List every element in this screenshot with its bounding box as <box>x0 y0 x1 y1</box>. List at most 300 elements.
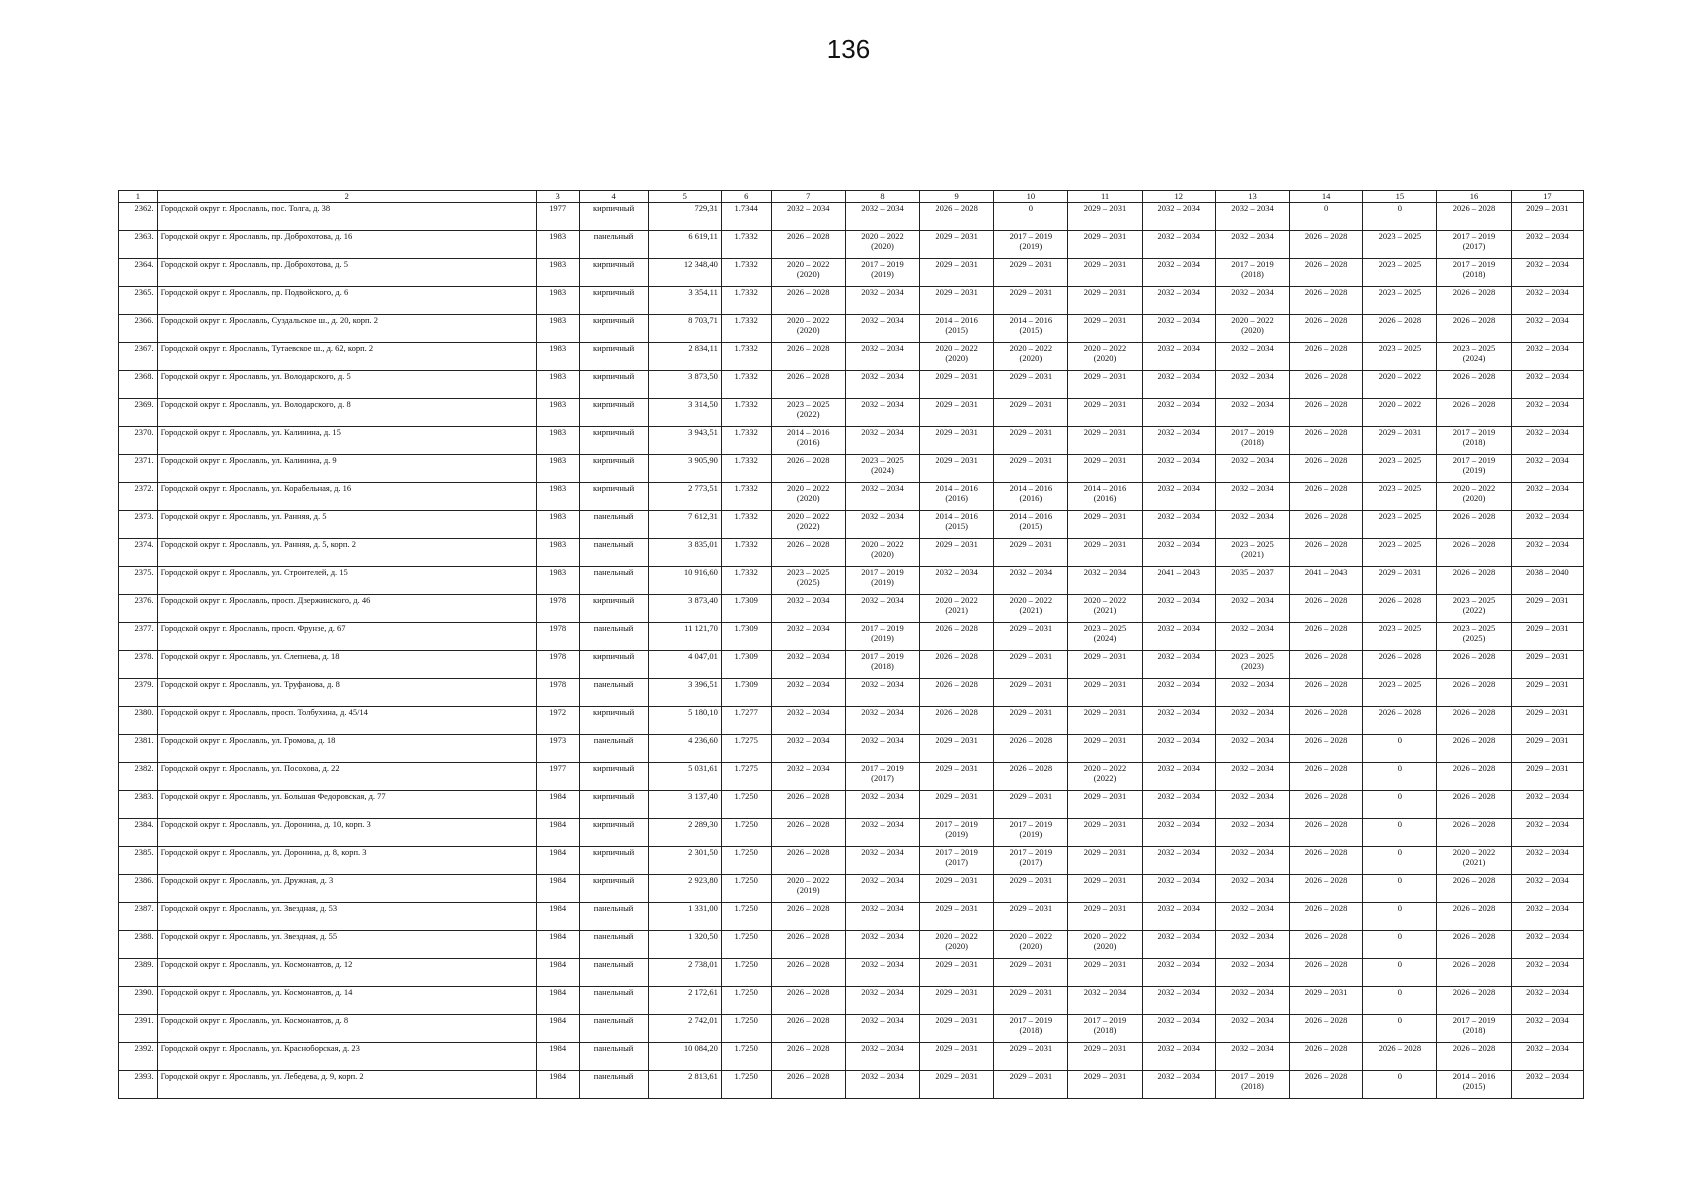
cell-col-3: 1983 <box>536 371 579 399</box>
cell-col-16: 2020 – 2022 (2020) <box>1437 483 1511 511</box>
table-row <box>119 455 1584 483</box>
cell-col-4: кирпичный <box>579 371 648 399</box>
cell-col-7: 2026 – 2028 <box>771 931 845 959</box>
cell-col-6: 1.7250 <box>721 959 771 987</box>
cell-col-11: 2029 – 2031 <box>1068 231 1142 259</box>
cell-col-14: 0 <box>1290 203 1363 231</box>
cell-col-14: 2026 – 2028 <box>1290 1015 1363 1043</box>
cell-col-16: 2026 – 2028 <box>1437 287 1511 315</box>
cell-col-7: 2032 – 2034 <box>771 203 845 231</box>
cell-col-13: 2032 – 2034 <box>1215 931 1289 959</box>
cell-col-5: 2 773,51 <box>648 483 721 511</box>
cell-col-8: 2017 – 2019 (2017) <box>845 763 919 791</box>
cell-col-15: 2026 – 2028 <box>1363 595 1437 623</box>
cell-col-15: 2023 – 2025 <box>1363 259 1437 287</box>
cell-col-11: 2032 – 2034 <box>1068 987 1142 1015</box>
cell-col-12: 2041 – 2043 <box>1142 567 1215 595</box>
cell-col-10: 2020 – 2022 (2020) <box>994 343 1068 371</box>
cell-col-8: 2032 – 2034 <box>845 483 919 511</box>
cell-col-1: 2381. <box>119 735 158 763</box>
cell-col-1: 2382. <box>119 763 158 791</box>
cell-col-1: 2387. <box>119 903 158 931</box>
cell-col-8: 2017 – 2019 (2019) <box>845 623 919 651</box>
cell-col-14: 2026 – 2028 <box>1290 819 1363 847</box>
register-table-container <box>118 190 1584 1099</box>
cell-col-16: 2017 – 2019 (2017) <box>1437 231 1511 259</box>
page-number: 136 <box>826 34 871 64</box>
cell-col-2: Городской округ г. Ярославль, ул. Слепнева, д. 18 <box>157 651 536 679</box>
cell-col-16: 2026 – 2028 <box>1437 819 1511 847</box>
cell-col-16: 2023 – 2025 (2024) <box>1437 343 1511 371</box>
cell-col-15: 0 <box>1363 735 1437 763</box>
cell-col-12: 2032 – 2034 <box>1142 1043 1215 1071</box>
cell-col-11: 2020 – 2022 (2020) <box>1068 931 1142 959</box>
cell-col-16: 2026 – 2028 <box>1437 763 1511 791</box>
cell-col-9: 2020 – 2022 (2020) <box>920 343 994 371</box>
cell-col-13: 2032 – 2034 <box>1215 679 1289 707</box>
cell-col-9: 2017 – 2019 (2019) <box>920 819 994 847</box>
cell-col-9: 2029 – 2031 <box>920 399 994 427</box>
cell-col-8: 2032 – 2034 <box>845 819 919 847</box>
cell-col-3: 1984 <box>536 875 579 903</box>
column-header-4: 4 <box>579 191 648 203</box>
cell-col-7: 2032 – 2034 <box>771 707 845 735</box>
cell-col-2: Городской округ г. Ярославль, ул. Красноборская, д. 23 <box>157 1043 536 1071</box>
table-row <box>119 539 1584 567</box>
cell-col-11: 2029 – 2031 <box>1068 511 1142 539</box>
cell-col-15: 2026 – 2028 <box>1363 651 1437 679</box>
table-row <box>119 1015 1584 1043</box>
column-header-9: 9 <box>920 191 994 203</box>
cell-col-17: 2032 – 2034 <box>1511 231 1583 259</box>
cell-col-4: кирпичный <box>579 819 648 847</box>
cell-col-8: 2032 – 2034 <box>845 875 919 903</box>
cell-col-4: панельный <box>579 567 648 595</box>
cell-col-9: 2020 – 2022 (2021) <box>920 595 994 623</box>
cell-col-5: 10 084,20 <box>648 1043 721 1071</box>
cell-col-11: 2029 – 2031 <box>1068 651 1142 679</box>
cell-col-3: 1984 <box>536 847 579 875</box>
cell-col-16: 2026 – 2028 <box>1437 959 1511 987</box>
cell-col-2: Городской округ г. Ярославль, ул. Лебедева, д. 9, корп. 2 <box>157 1071 536 1099</box>
cell-col-16: 2017 – 2019 (2018) <box>1437 427 1511 455</box>
cell-col-16: 2026 – 2028 <box>1437 399 1511 427</box>
cell-col-14: 2026 – 2028 <box>1290 847 1363 875</box>
cell-col-1: 2380. <box>119 707 158 735</box>
cell-col-8: 2020 – 2022 (2020) <box>845 231 919 259</box>
cell-col-2: Городской округ г. Ярославль, Суздальское ш., д. 20, корп. 2 <box>157 315 536 343</box>
cell-col-17: 2032 – 2034 <box>1511 819 1583 847</box>
cell-col-12: 2032 – 2034 <box>1142 203 1215 231</box>
cell-col-1: 2386. <box>119 875 158 903</box>
table-row <box>119 343 1584 371</box>
cell-col-13: 2032 – 2034 <box>1215 623 1289 651</box>
cell-col-7: 2020 – 2022 (2020) <box>771 259 845 287</box>
cell-col-8: 2032 – 2034 <box>845 287 919 315</box>
cell-col-12: 2032 – 2034 <box>1142 231 1215 259</box>
cell-col-13: 2032 – 2034 <box>1215 455 1289 483</box>
cell-col-14: 2026 – 2028 <box>1290 287 1363 315</box>
cell-col-11: 2029 – 2031 <box>1068 427 1142 455</box>
cell-col-16: 2014 – 2016 (2015) <box>1437 1071 1511 1099</box>
cell-col-7: 2023 – 2025 (2022) <box>771 399 845 427</box>
cell-col-11: 2029 – 2031 <box>1068 203 1142 231</box>
cell-col-7: 2032 – 2034 <box>771 623 845 651</box>
cell-col-14: 2026 – 2028 <box>1290 315 1363 343</box>
cell-col-2: Городской округ г. Ярославль, Тутаевское ш., д. 62, корп. 2 <box>157 343 536 371</box>
cell-col-8: 2032 – 2034 <box>845 903 919 931</box>
cell-col-10: 2020 – 2022 (2020) <box>994 931 1068 959</box>
cell-col-4: панельный <box>579 623 648 651</box>
cell-col-7: 2014 – 2016 (2016) <box>771 427 845 455</box>
cell-col-2: Городской округ г. Ярославль, ул. Ранняя, д. 5, корп. 2 <box>157 539 536 567</box>
cell-col-8: 2032 – 2034 <box>845 1043 919 1071</box>
cell-col-5: 5 180,10 <box>648 707 721 735</box>
cell-col-17: 2032 – 2034 <box>1511 315 1583 343</box>
cell-col-10: 2029 – 2031 <box>994 539 1068 567</box>
cell-col-8: 2017 – 2019 (2019) <box>845 259 919 287</box>
cell-col-5: 8 703,71 <box>648 315 721 343</box>
cell-col-9: 2026 – 2028 <box>920 651 994 679</box>
table-row <box>119 595 1584 623</box>
cell-col-3: 1977 <box>536 203 579 231</box>
cell-col-2: Городской округ г. Ярославль, ул. Володарского, д. 5 <box>157 371 536 399</box>
cell-col-11: 2020 – 2022 (2020) <box>1068 343 1142 371</box>
cell-col-5: 3 905,90 <box>648 455 721 483</box>
cell-col-15: 2020 – 2022 <box>1363 399 1437 427</box>
cell-col-1: 2391. <box>119 1015 158 1043</box>
cell-col-3: 1984 <box>536 1043 579 1071</box>
cell-col-13: 2032 – 2034 <box>1215 1015 1289 1043</box>
cell-col-17: 2032 – 2034 <box>1511 343 1583 371</box>
cell-col-7: 2026 – 2028 <box>771 791 845 819</box>
cell-col-1: 2388. <box>119 931 158 959</box>
cell-col-15: 2023 – 2025 <box>1363 231 1437 259</box>
table-row <box>119 567 1584 595</box>
cell-col-7: 2020 – 2022 (2019) <box>771 875 845 903</box>
cell-col-17: 2029 – 2031 <box>1511 735 1583 763</box>
cell-col-15: 2023 – 2025 <box>1363 287 1437 315</box>
column-header-2: 2 <box>157 191 536 203</box>
column-header-17: 17 <box>1511 191 1583 203</box>
cell-col-13: 2032 – 2034 <box>1215 399 1289 427</box>
cell-col-15: 0 <box>1363 1015 1437 1043</box>
cell-col-1: 2389. <box>119 959 158 987</box>
cell-col-9: 2029 – 2031 <box>920 259 994 287</box>
cell-col-4: кирпичный <box>579 427 648 455</box>
cell-col-15: 2023 – 2025 <box>1363 539 1437 567</box>
cell-col-2: Городской округ г. Ярославль, ул. Строителей, д. 15 <box>157 567 536 595</box>
cell-col-8: 2023 – 2025 (2024) <box>845 455 919 483</box>
cell-col-7: 2026 – 2028 <box>771 343 845 371</box>
cell-col-1: 2366. <box>119 315 158 343</box>
cell-col-13: 2017 – 2019 (2018) <box>1215 1071 1289 1099</box>
cell-col-3: 1972 <box>536 707 579 735</box>
cell-col-10: 2029 – 2031 <box>994 623 1068 651</box>
cell-col-11: 2029 – 2031 <box>1068 455 1142 483</box>
cell-col-11: 2029 – 2031 <box>1068 1071 1142 1099</box>
cell-col-17: 2032 – 2034 <box>1511 1043 1583 1071</box>
cell-col-14: 2026 – 2028 <box>1290 903 1363 931</box>
cell-col-3: 1983 <box>536 483 579 511</box>
cell-col-2: Городской округ г. Ярославль, пос. Толга, д. 38 <box>157 203 536 231</box>
cell-col-10: 2029 – 2031 <box>994 679 1068 707</box>
cell-col-2: Городской округ г. Ярославль, ул. Володарского, д. 8 <box>157 399 536 427</box>
cell-col-4: панельный <box>579 903 648 931</box>
column-header-8: 8 <box>845 191 919 203</box>
cell-col-12: 2032 – 2034 <box>1142 371 1215 399</box>
cell-col-6: 1.7332 <box>721 539 771 567</box>
cell-col-12: 2032 – 2034 <box>1142 427 1215 455</box>
cell-col-14: 2026 – 2028 <box>1290 483 1363 511</box>
cell-col-14: 2026 – 2028 <box>1290 679 1363 707</box>
table-row <box>119 987 1584 1015</box>
cell-col-11: 2029 – 2031 <box>1068 819 1142 847</box>
cell-col-16: 2026 – 2028 <box>1437 371 1511 399</box>
cell-col-9: 2026 – 2028 <box>920 623 994 651</box>
cell-col-13: 2032 – 2034 <box>1215 791 1289 819</box>
cell-col-1: 2370. <box>119 427 158 455</box>
cell-col-5: 3 943,51 <box>648 427 721 455</box>
cell-col-12: 2032 – 2034 <box>1142 819 1215 847</box>
cell-col-8: 2017 – 2019 (2018) <box>845 651 919 679</box>
cell-col-9: 2029 – 2031 <box>920 987 994 1015</box>
cell-col-6: 1.7332 <box>721 287 771 315</box>
cell-col-4: кирпичный <box>579 707 648 735</box>
cell-col-3: 1984 <box>536 931 579 959</box>
cell-col-13: 2032 – 2034 <box>1215 595 1289 623</box>
cell-col-16: 2026 – 2028 <box>1437 203 1511 231</box>
cell-col-15: 2026 – 2028 <box>1363 315 1437 343</box>
cell-col-14: 2026 – 2028 <box>1290 371 1363 399</box>
cell-col-8: 2032 – 2034 <box>845 203 919 231</box>
cell-col-9: 2029 – 2031 <box>920 875 994 903</box>
cell-col-2: Городской округ г. Ярославль, просп. Фрунзе, д. 67 <box>157 623 536 651</box>
cell-col-17: 2032 – 2034 <box>1511 371 1583 399</box>
cell-col-13: 2032 – 2034 <box>1215 987 1289 1015</box>
cell-col-9: 2029 – 2031 <box>920 763 994 791</box>
cell-col-4: панельный <box>579 931 648 959</box>
cell-col-5: 1 320,50 <box>648 931 721 959</box>
cell-col-16: 2026 – 2028 <box>1437 931 1511 959</box>
cell-col-6: 1.7250 <box>721 1043 771 1071</box>
cell-col-11: 2029 – 2031 <box>1068 847 1142 875</box>
cell-col-14: 2026 – 2028 <box>1290 623 1363 651</box>
cell-col-17: 2032 – 2034 <box>1511 987 1583 1015</box>
cell-col-3: 1983 <box>536 315 579 343</box>
cell-col-2: Городской округ г. Ярославль, ул. Посохова, д. 22 <box>157 763 536 791</box>
column-header-3: 3 <box>536 191 579 203</box>
cell-col-11: 2029 – 2031 <box>1068 287 1142 315</box>
cell-col-8: 2032 – 2034 <box>845 959 919 987</box>
cell-col-6: 1.7332 <box>721 259 771 287</box>
cell-col-12: 2032 – 2034 <box>1142 651 1215 679</box>
cell-col-14: 2026 – 2028 <box>1290 595 1363 623</box>
cell-col-3: 1978 <box>536 679 579 707</box>
cell-col-15: 2029 – 2031 <box>1363 567 1437 595</box>
cell-col-7: 2032 – 2034 <box>771 763 845 791</box>
cell-col-12: 2032 – 2034 <box>1142 959 1215 987</box>
column-header-13: 13 <box>1215 191 1289 203</box>
cell-col-12: 2032 – 2034 <box>1142 623 1215 651</box>
cell-col-8: 2032 – 2034 <box>845 343 919 371</box>
cell-col-17: 2032 – 2034 <box>1511 287 1583 315</box>
cell-col-16: 2026 – 2028 <box>1437 679 1511 707</box>
cell-col-14: 2026 – 2028 <box>1290 399 1363 427</box>
table-row <box>119 847 1584 875</box>
cell-col-6: 1.7332 <box>721 511 771 539</box>
cell-col-3: 1984 <box>536 959 579 987</box>
cell-col-4: кирпичный <box>579 651 648 679</box>
cell-col-12: 2032 – 2034 <box>1142 483 1215 511</box>
cell-col-12: 2032 – 2034 <box>1142 539 1215 567</box>
cell-col-17: 2029 – 2031 <box>1511 707 1583 735</box>
cell-col-5: 12 348,40 <box>648 259 721 287</box>
cell-col-4: панельный <box>579 511 648 539</box>
cell-col-17: 2029 – 2031 <box>1511 651 1583 679</box>
cell-col-15: 2023 – 2025 <box>1363 511 1437 539</box>
cell-col-1: 2390. <box>119 987 158 1015</box>
cell-col-7: 2026 – 2028 <box>771 847 845 875</box>
cell-col-2: Городской округ г. Ярославль, ул. Космонавтов, д. 14 <box>157 987 536 1015</box>
cell-col-8: 2032 – 2034 <box>845 1071 919 1099</box>
cell-col-10: 2029 – 2031 <box>994 1071 1068 1099</box>
cell-col-15: 0 <box>1363 847 1437 875</box>
cell-col-17: 2032 – 2034 <box>1511 903 1583 931</box>
cell-col-14: 2026 – 2028 <box>1290 259 1363 287</box>
cell-col-3: 1978 <box>536 623 579 651</box>
cell-col-4: панельный <box>579 959 648 987</box>
cell-col-11: 2029 – 2031 <box>1068 875 1142 903</box>
cell-col-7: 2026 – 2028 <box>771 287 845 315</box>
cell-col-4: кирпичный <box>579 595 648 623</box>
cell-col-9: 2032 – 2034 <box>920 567 994 595</box>
cell-col-9: 2029 – 2031 <box>920 287 994 315</box>
cell-col-17: 2032 – 2034 <box>1511 1015 1583 1043</box>
cell-col-2: Городской округ г. Ярославль, ул. Корабельная, д. 16 <box>157 483 536 511</box>
cell-col-11: 2029 – 2031 <box>1068 791 1142 819</box>
cell-col-10: 2029 – 2031 <box>994 1043 1068 1071</box>
table-row <box>119 1071 1584 1099</box>
cell-col-14: 2026 – 2028 <box>1290 763 1363 791</box>
cell-col-5: 1 331,00 <box>648 903 721 931</box>
cell-col-6: 1.7250 <box>721 1071 771 1099</box>
cell-col-7: 2020 – 2022 (2022) <box>771 511 845 539</box>
table-row <box>119 959 1584 987</box>
cell-col-13: 2032 – 2034 <box>1215 735 1289 763</box>
table-row <box>119 231 1584 259</box>
cell-col-13: 2032 – 2034 <box>1215 343 1289 371</box>
cell-col-13: 2032 – 2034 <box>1215 903 1289 931</box>
cell-col-6: 1.7275 <box>721 763 771 791</box>
cell-col-2: Городской округ г. Ярославль, ул. Громова, д. 18 <box>157 735 536 763</box>
cell-col-12: 2032 – 2034 <box>1142 679 1215 707</box>
cell-col-6: 1.7309 <box>721 623 771 651</box>
table-row <box>119 763 1584 791</box>
cell-col-6: 1.7332 <box>721 483 771 511</box>
cell-col-16: 2026 – 2028 <box>1437 707 1511 735</box>
cell-col-6: 1.7250 <box>721 931 771 959</box>
cell-col-16: 2023 – 2025 (2025) <box>1437 623 1511 651</box>
cell-col-1: 2383. <box>119 791 158 819</box>
cell-col-15: 2023 – 2025 <box>1363 679 1437 707</box>
cell-col-11: 2029 – 2031 <box>1068 679 1142 707</box>
cell-col-16: 2017 – 2019 (2019) <box>1437 455 1511 483</box>
table-row <box>119 931 1584 959</box>
cell-col-15: 2029 – 2031 <box>1363 427 1437 455</box>
cell-col-13: 2032 – 2034 <box>1215 819 1289 847</box>
cell-col-7: 2020 – 2022 (2020) <box>771 483 845 511</box>
cell-col-4: кирпичный <box>579 343 648 371</box>
cell-col-15: 2026 – 2028 <box>1363 1043 1437 1071</box>
cell-col-6: 1.7250 <box>721 819 771 847</box>
cell-col-12: 2032 – 2034 <box>1142 707 1215 735</box>
table-row <box>119 315 1584 343</box>
cell-col-12: 2032 – 2034 <box>1142 1071 1215 1099</box>
cell-col-9: 2026 – 2028 <box>920 707 994 735</box>
cell-col-8: 2032 – 2034 <box>845 987 919 1015</box>
cell-col-16: 2026 – 2028 <box>1437 539 1511 567</box>
cell-col-17: 2029 – 2031 <box>1511 595 1583 623</box>
cell-col-5: 3 873,50 <box>648 371 721 399</box>
cell-col-4: кирпичный <box>579 259 648 287</box>
cell-col-13: 2017 – 2019 (2018) <box>1215 259 1289 287</box>
cell-col-9: 2029 – 2031 <box>920 231 994 259</box>
cell-col-1: 2373. <box>119 511 158 539</box>
cell-col-13: 2032 – 2034 <box>1215 1043 1289 1071</box>
cell-col-12: 2032 – 2034 <box>1142 763 1215 791</box>
cell-col-16: 2026 – 2028 <box>1437 315 1511 343</box>
cell-col-11: 2029 – 2031 <box>1068 539 1142 567</box>
cell-col-2: Городской округ г. Ярославль, ул. Доронина, д. 10, корп. 3 <box>157 819 536 847</box>
cell-col-9: 2029 – 2031 <box>920 1015 994 1043</box>
cell-col-7: 2026 – 2028 <box>771 231 845 259</box>
cell-col-17: 2032 – 2034 <box>1511 959 1583 987</box>
cell-col-17: 2029 – 2031 <box>1511 679 1583 707</box>
cell-col-2: Городской округ г. Ярославль, ул. Космонавтов, д. 12 <box>157 959 536 987</box>
cell-col-10: 2017 – 2019 (2018) <box>994 1015 1068 1043</box>
cell-col-12: 2032 – 2034 <box>1142 875 1215 903</box>
cell-col-14: 2026 – 2028 <box>1290 231 1363 259</box>
cell-col-14: 2026 – 2028 <box>1290 959 1363 987</box>
cell-col-7: 2026 – 2028 <box>771 1043 845 1071</box>
cell-col-11: 2029 – 2031 <box>1068 315 1142 343</box>
cell-col-5: 729,31 <box>648 203 721 231</box>
cell-col-4: панельный <box>579 539 648 567</box>
cell-col-9: 2029 – 2031 <box>920 1043 994 1071</box>
cell-col-15: 2026 – 2028 <box>1363 707 1437 735</box>
cell-col-4: панельный <box>579 1043 648 1071</box>
cell-col-3: 1978 <box>536 651 579 679</box>
cell-col-1: 2393. <box>119 1071 158 1099</box>
table-row <box>119 399 1584 427</box>
cell-col-1: 2379. <box>119 679 158 707</box>
cell-col-3: 1983 <box>536 427 579 455</box>
cell-col-9: 2029 – 2031 <box>920 903 994 931</box>
cell-col-4: кирпичный <box>579 875 648 903</box>
cell-col-10: 2029 – 2031 <box>994 287 1068 315</box>
cell-col-5: 2 834,11 <box>648 343 721 371</box>
cell-col-9: 2029 – 2031 <box>920 371 994 399</box>
cell-col-9: 2029 – 2031 <box>920 427 994 455</box>
cell-col-17: 2029 – 2031 <box>1511 623 1583 651</box>
cell-col-5: 3 835,01 <box>648 539 721 567</box>
cell-col-3: 1983 <box>536 511 579 539</box>
cell-col-7: 2026 – 2028 <box>771 1015 845 1043</box>
cell-col-3: 1983 <box>536 399 579 427</box>
cell-col-15: 0 <box>1363 875 1437 903</box>
cell-col-7: 2026 – 2028 <box>771 371 845 399</box>
